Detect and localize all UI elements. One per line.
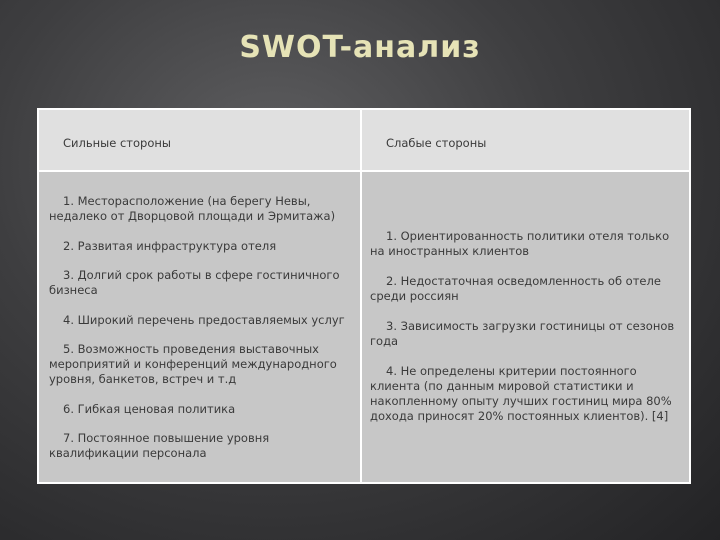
weaknesses-header-cell [362, 110, 689, 170]
slide-title: SWOT-анализ [239, 30, 481, 65]
strengths-header-cell [39, 110, 360, 170]
strengths-cell [39, 172, 360, 482]
swot-table [37, 108, 691, 484]
strength-item: 7. Постоянное повышение уровня квалификации персонала [49, 431, 270, 460]
strength-item: 2. Развитая инфраструктура отеля [63, 239, 277, 253]
weaknesses-cell [362, 172, 689, 482]
strength-item: 4. Широкий перечень предоставляемых услуг [63, 313, 345, 327]
strengths-header: Сильные стороны [63, 136, 171, 150]
strength-item: 1. Месторасположение (на берегу Невы, недалеко от Дворцовой площади и Эрмитажа) [49, 194, 336, 223]
weakness-item: 2. Недостаточная осведомленность об отеле среди россиян [370, 274, 661, 303]
weakness-item: 1. Ориентированность политики отеля только на иностранных клиентов [370, 229, 670, 258]
weaknesses-header: Слабые стороны [386, 136, 487, 150]
strength-item: 6. Гибкая ценовая политика [63, 402, 236, 416]
strength-item: 3. Долгий срок работы в сфере гостиничного бизнеса [49, 268, 340, 297]
strength-item: 5. Возможность проведения выставочных мероприятий и конференций международного уровня, банкетов, встреч и т.д [49, 342, 337, 386]
weakness-item: 3. Зависимость загрузки гостиницы от сезонов года [370, 319, 675, 348]
weakness-item: 4. Не определены критерии постоянного клиента (по данным мировой статистики и накопленному опыту лучших гостиниц мира 80% дохода приносят 20% постоянных клиентов). [4] [370, 364, 672, 423]
